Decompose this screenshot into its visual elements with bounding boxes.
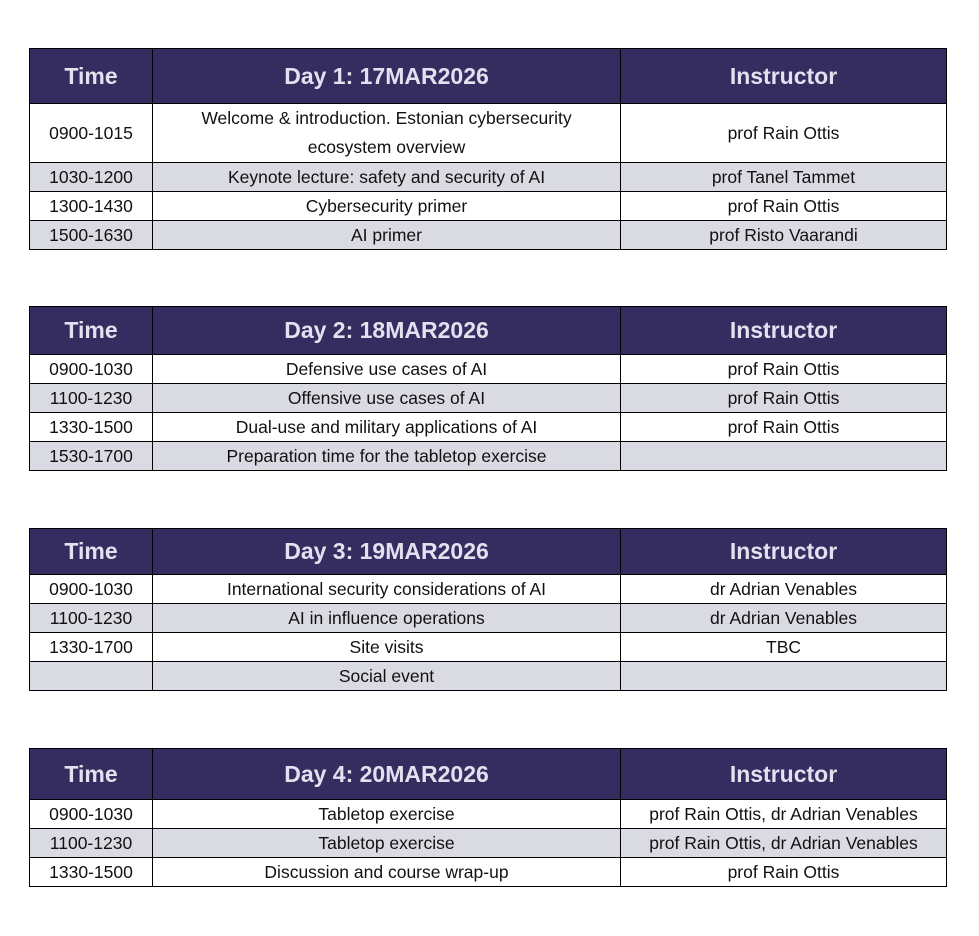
session-cell: AI primer bbox=[153, 221, 621, 250]
instructor-cell: prof Rain Ottis bbox=[621, 192, 947, 221]
day-title-header: Day 3: 19MAR2026 bbox=[153, 529, 621, 575]
instructor-cell: TBC bbox=[621, 633, 947, 662]
session-cell: Tabletop exercise bbox=[153, 829, 621, 858]
session-cell: Keynote lecture: safety and security of AI bbox=[153, 163, 621, 192]
instructor-cell bbox=[621, 442, 947, 471]
session-cell: Site visits bbox=[153, 633, 621, 662]
time-cell: 1100-1230 bbox=[30, 604, 153, 633]
time-cell: 0900-1030 bbox=[30, 800, 153, 829]
table-row bbox=[30, 575, 947, 604]
instructor-cell: prof Rain Ottis bbox=[621, 858, 947, 887]
table-row bbox=[30, 800, 947, 829]
table-row bbox=[30, 829, 947, 858]
table-row bbox=[30, 192, 947, 221]
instructor-cell: prof Rain Ottis bbox=[621, 413, 947, 442]
table-row bbox=[30, 662, 947, 691]
time-cell bbox=[30, 662, 153, 691]
time-cell: 1100-1230 bbox=[30, 384, 153, 413]
time-column-header: Time bbox=[30, 307, 153, 355]
day-4-schedule-table bbox=[29, 748, 947, 887]
time-cell: 1500-1630 bbox=[30, 221, 153, 250]
time-cell: 1530-1700 bbox=[30, 442, 153, 471]
table-header-row bbox=[30, 49, 947, 104]
instructor-cell: prof Tanel Tammet bbox=[621, 163, 947, 192]
table-row bbox=[30, 384, 947, 413]
session-cell: Tabletop exercise bbox=[153, 800, 621, 829]
instructor-column-header: Instructor bbox=[621, 529, 947, 575]
day-title-header: Day 1: 17MAR2026 bbox=[153, 49, 621, 104]
instructor-cell: prof Rain Ottis bbox=[621, 384, 947, 413]
instructor-cell: prof Risto Vaarandi bbox=[621, 221, 947, 250]
day-title-header: Day 4: 20MAR2026 bbox=[153, 749, 621, 800]
time-column-header: Time bbox=[30, 49, 153, 104]
day-3-schedule-table bbox=[29, 528, 947, 691]
day-1-schedule-table bbox=[29, 48, 947, 250]
time-cell: 0900-1015 bbox=[30, 104, 153, 163]
session-cell: Discussion and course wrap-up bbox=[153, 858, 621, 887]
table-row bbox=[30, 633, 947, 662]
day-title-header: Day 2: 18MAR2026 bbox=[153, 307, 621, 355]
time-cell: 1030-1200 bbox=[30, 163, 153, 192]
table-row bbox=[30, 163, 947, 192]
table-row bbox=[30, 355, 947, 384]
table-row bbox=[30, 442, 947, 471]
instructor-column-header: Instructor bbox=[621, 307, 947, 355]
table-row bbox=[30, 604, 947, 633]
table-header-row bbox=[30, 307, 947, 355]
instructor-column-header: Instructor bbox=[621, 49, 947, 104]
time-cell: 0900-1030 bbox=[30, 355, 153, 384]
time-cell: 1100-1230 bbox=[30, 829, 153, 858]
session-cell: Preparation time for the tabletop exercise bbox=[153, 442, 621, 471]
session-cell: Cybersecurity primer bbox=[153, 192, 621, 221]
time-cell: 1330-1500 bbox=[30, 858, 153, 887]
session-cell: Social event bbox=[153, 662, 621, 691]
time-column-header: Time bbox=[30, 749, 153, 800]
time-cell: 1330-1700 bbox=[30, 633, 153, 662]
instructor-cell bbox=[621, 662, 947, 691]
session-cell: Offensive use cases of AI bbox=[153, 384, 621, 413]
table-row bbox=[30, 858, 947, 887]
session-cell: International security considerations of AI bbox=[153, 575, 621, 604]
instructor-cell: prof Rain Ottis bbox=[621, 355, 947, 384]
table-row bbox=[30, 413, 947, 442]
session-cell: Welcome & introduction. Estonian cybersecurity ecosystem overview bbox=[153, 104, 621, 163]
time-column-header: Time bbox=[30, 529, 153, 575]
instructor-cell: dr Adrian Venables bbox=[621, 575, 947, 604]
day-2-schedule-table bbox=[29, 306, 947, 471]
time-cell: 0900-1030 bbox=[30, 575, 153, 604]
session-cell: AI in influence operations bbox=[153, 604, 621, 633]
instructor-cell: prof Rain Ottis bbox=[621, 104, 947, 163]
time-cell: 1330-1500 bbox=[30, 413, 153, 442]
table-header-row bbox=[30, 749, 947, 800]
table-row bbox=[30, 104, 947, 163]
session-cell: Dual-use and military applications of AI bbox=[153, 413, 621, 442]
table-row bbox=[30, 221, 947, 250]
session-cell: Defensive use cases of AI bbox=[153, 355, 621, 384]
instructor-column-header: Instructor bbox=[621, 749, 947, 800]
instructor-cell: prof Rain Ottis, dr Adrian Venables bbox=[621, 800, 947, 829]
table-header-row bbox=[30, 529, 947, 575]
instructor-cell: prof Rain Ottis, dr Adrian Venables bbox=[621, 829, 947, 858]
instructor-cell: dr Adrian Venables bbox=[621, 604, 947, 633]
time-cell: 1300-1430 bbox=[30, 192, 153, 221]
